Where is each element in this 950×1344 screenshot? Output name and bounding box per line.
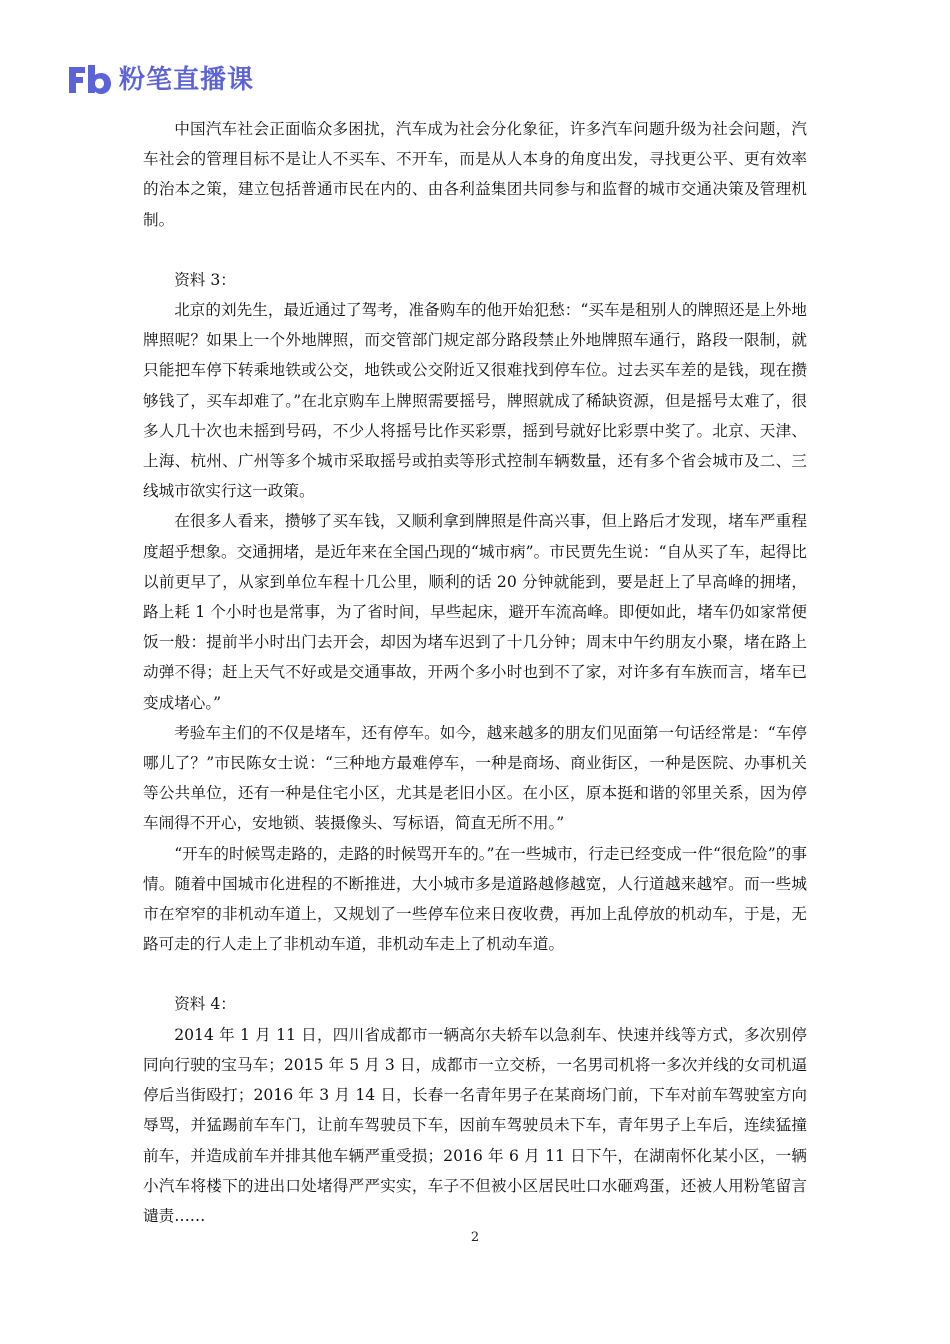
material-4-label: 资料 4： <box>174 995 236 1014</box>
fenbi-logo-icon <box>67 63 113 97</box>
material-3-paragraph-3: 考验车主们的不仅是堵车，还有停车。如今，越来越多的朋友们见面第一句话经常是：“车停哪儿了？”市民陈女士说：“三种地方最难停车，一种是商场、商业街区，一种是医院、办事机关等公共单位，还有一种是住宅小区，尤其是老旧小区。在小区，原本挺和谐的邻里关系，因为停车闹得不开心，安地锁、装摄像头、写标语，简直无所不用。” <box>143 723 807 833</box>
material-4-paragraph-1: 2014 年 1 月 11 日，四川省成都市一辆高尔夫轿车以急刹车、快速并线等方式，多次别停同向行驶的宝马车；2015 年 5 月 3 日，成都市一立交桥，一名男司机将一多次并线的女司机逼停后当街殴打；2016 年 3 月 14 日，长春一名青年男子在某商场门前，下车对前车驾驶室方向辱骂，并猛踢前车车门，让前车驾驶员下车，因前车驾驶员未下车，青年男子上车后，连续猛撞前车，并造成前车并排其他车辆严重受损；2016 年 6 月 11 日下午，在湖南怀化某小区，一辆小汽车将楼下的进出口处堵得严严实实，车子不但被小区居民吐口水砸鸡蛋，还被人用粉笔留言谴责…… <box>143 1025 807 1225</box>
header <box>67 62 254 98</box>
material-3-paragraph-4: “开车的时候骂走路的，走路的时候骂开车的。”在一些城市，行走已经变成一件“很危险”的事情。随着中国城市化进程的不断推进，大小城市多是道路越修越宽，人行道越来越窄。而一些城市在窄窄的非机动车道上，又规划了一些停车位来日夜收费，再加上乱停放的机动车，于是，无路可走的行人走上了非机动车道，非机动车走上了机动车道。 <box>143 844 807 954</box>
material-3-paragraph-1: 北京的刘先生，最近通过了驾考，准备购车的他开始犯愁：“买车是租别人的牌照还是上外地牌照呢？如果上一个外地牌照，而交管部门规定部分路段禁止外地牌照车通行，路段一限制，就只能把车停下转乘地铁或公交，地铁或公交附近又很难找到停车位。过去买车差的是钱，现在攒够钱了，买车却难了。”在北京购车上牌照需要摇号，牌照就成了稀缺资源，但是摇号太难了，很多人几十次也未摇到号码，不少人将摇号比作买彩票，摇到号就好比彩票中奖了。北京、天津、上海、杭州、广州等多个城市采取摇号或拍卖等形式控制车辆数量，还有多个省会城市及二、三线城市欲实行这一政策。 <box>143 301 807 501</box>
intro-paragraph: 中国汽车社会正面临众多困扰，汽车成为社会分化象征，许多汽车问题升级为社会问题，汽车社会的管理目标不是让人不买车、不开车，而是从人本身的角度出发，寻找更公平、更有效率的治本之策，建立包括普通市民在内的、由各利益集团共同参与和监督的城市交通决策及管理机制。 <box>143 120 807 229</box>
material-3-label: 资料 3： <box>174 270 236 289</box>
brand-name: 粉笔直播课 <box>119 65 255 95</box>
document-body <box>143 114 807 1231</box>
material-3-paragraph-2: 在很多人看来，攒够了买车钱，又顺利拿到牌照是件高兴事，但上路后才发现，堵车严重程度超乎想象。交通拥堵，是近年来在全国凸现的“城市病”。市民贾先生说：“自从买了车，起得比以前更早了，从家到单位车程十几公里，顺利的话 20 分钟就能到，要是赶上了早高峰的拥堵，路上耗 1 个小时也是常事，为了省时间，早些起床，避开车流高峰。即便如此，堵车仍如家常便饭一般：提前半小时出门去开会，却因为堵车迟到了十几分钟；周末中午约朋友小聚，堵在路上动弹不得；赶上天气不好或是交通事故，开两个多小时也到不了家，对许多有车族而言，堵车已变成堵心。” <box>143 512 807 712</box>
section-gap <box>143 235 807 265</box>
section-gap <box>143 959 807 989</box>
page-number: 2 <box>470 1230 480 1245</box>
